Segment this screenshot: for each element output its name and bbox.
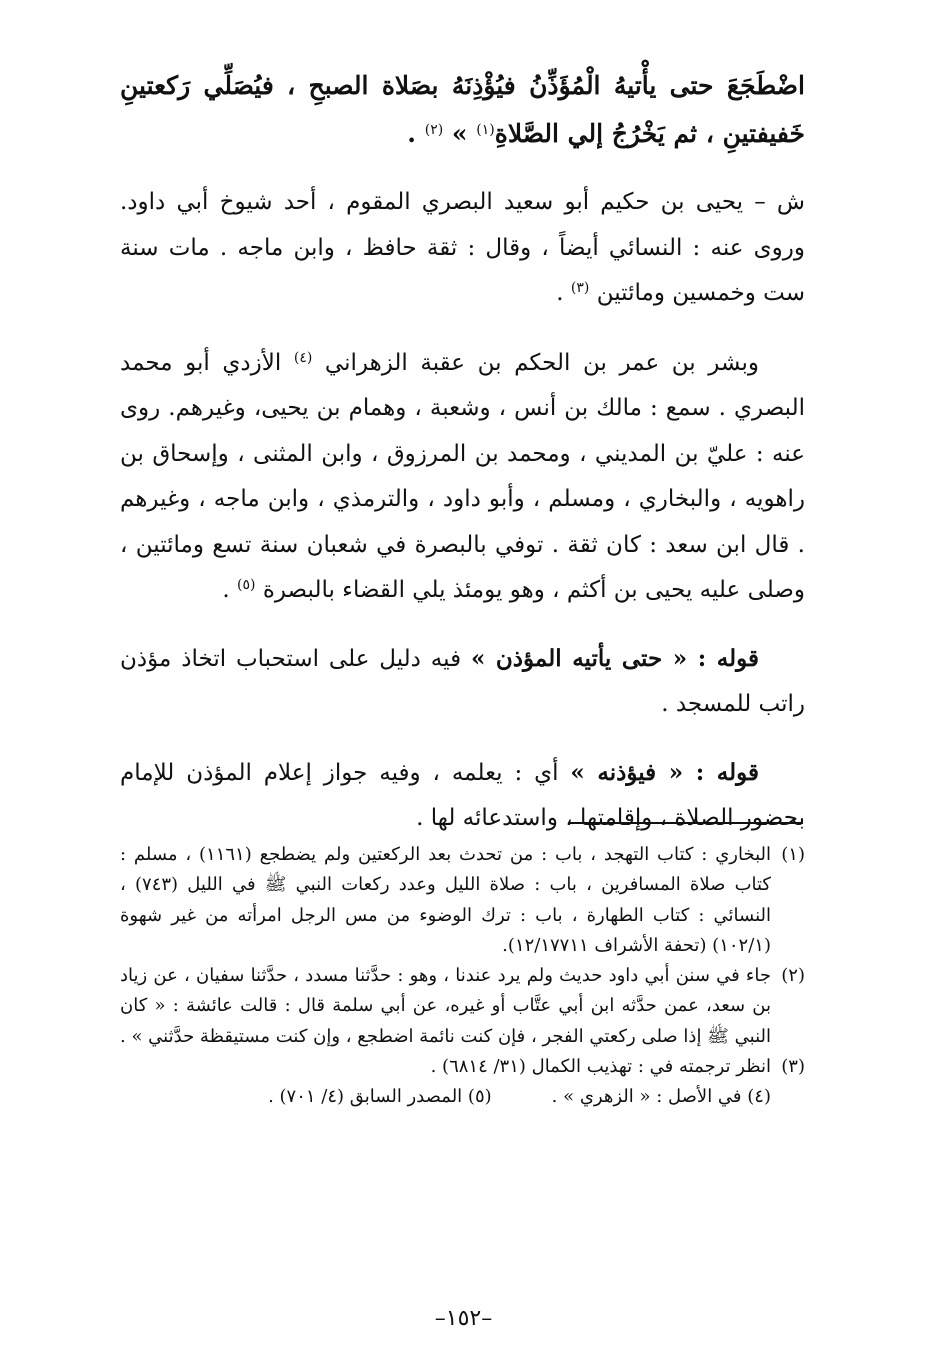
bishr-text-b: الأزدي أبو محمد البصري . سمع : مالك بن أنس ، وشعبة ، وهمام بن يحيى، وغيرهم. روى عنه : عليّ بن المديني ، ومحمد بن المرزوق ، وابن المثنى ، وإسحاق بن راهويه ، والبخاري ، ومسلم ، وأبو داود ، والترمذي ، وابن ماجه ، وغيرهم . قال ابن سعد : كان ثقة . توفي بالبصرة في شعبان سنة تسع ومائتين ، وصلى عليه يحيى بن أكثم ، وهو يومئذ يلي القضاء بالبصرة (120, 349, 805, 603)
commentary-paragraph-2 (120, 750, 805, 842)
footnote-text-4: في الأصل : « الزهري » . (551, 1086, 742, 1108)
hadith-text: اضْطَجَعَ حتى يأْتيهُ الْمُؤَذِّنُ فيُؤْذِنَهُ بصَلاة الصبحِ ، فيُصَلِّي رَكعتينِ خَفيفتينِ ، ثم يَخْرُجُ إلي الصَّلاةِ (120, 71, 805, 148)
hadith-close-quote: » (451, 119, 468, 148)
hadith-period: . (407, 119, 416, 148)
footnote-ref-4: (٤) (293, 349, 313, 366)
commentary-label-1: قوله : « حتى يأتيه المؤذن » (470, 644, 759, 672)
footnotes-4-5 (120, 1082, 805, 1112)
footnote-ref-3: (٣) (570, 280, 590, 296)
bishr-period: . (222, 577, 230, 603)
footnote-text-2: جاء في سنن أبي داود حديث ولم يرد عندنا ، وهو : حدَّثنا مسدد ، حدَّثنا سفيان ، عن زياد بن سعد، عمن حدَّثه ابن أبي عتَّاب أو غيره، عن أبي سلمة قال : قالت عائشة : « كان النبي ﷺ إذا صلى ركعتي الفجر ، فإن كنت نائمة اضطجع ، وإن كنت مستيقظة حدَّثني » . (120, 965, 771, 1047)
footnote-number-5: (٥) (467, 1086, 492, 1108)
main-text (120, 62, 805, 842)
commentary-label-2: قوله : « فيؤذنه » (570, 758, 760, 786)
page-number: –١٥٢– (434, 1306, 493, 1331)
footnote-2 (120, 961, 805, 1052)
yahya-period: . (556, 280, 564, 306)
footnote-text-3: انظر ترجمته في : تهذيب الكمال (٣١/ ٦٨١٤) . (430, 1056, 771, 1078)
yahya-text: ش – يحيى بن حكيم أبو سعيد البصري المقوم ، أحد شيوخ أبي داود. وروى عنه : النسائي أيضاً ، وقال : ثقة حافظ ، وابن ماجه . مات سنة ست وخمسين ومائتين (120, 189, 805, 306)
footnote-text-5: المصدر السابق (٤/ ٧٠١) . (268, 1086, 463, 1108)
bishr-text-a: وبشر بن عمر بن الحكم بن عقبة الزهراني (324, 349, 759, 376)
footnote-ref-1: (١) (476, 122, 495, 138)
footnote-number-2: (٢) (781, 965, 805, 987)
footnote-number-4: (٤) (747, 1086, 771, 1108)
footnote-ref-5: (٥) (237, 577, 256, 593)
footnote-number-1: (١) (781, 844, 805, 865)
footnote-number-3: (٣) (781, 1056, 805, 1078)
footnote-5 (268, 1082, 492, 1112)
footnote-divider (569, 822, 803, 824)
footnote-ref-2: (٢) (424, 122, 444, 138)
footnote-3 (120, 1052, 805, 1082)
commentary-paragraph-1 (120, 636, 805, 728)
footnote-text-1: البخاري : كتاب التهجد ، باب : من تحدث بعد الركعتين ولم يضطجع (١١٦١) ، مسلم : كتاب صلاة المسافرين ، باب : صلاة الليل وعدد ركعات النبي ﷺ في الليل (٧٤٣) ، النسائي : كتاب الطهارة ، باب : ترك الوضوء من مس الرجل امرأته من غير شهوة (١٠٢/١) (تحفة الأشراف ١٢/١٧٧١١). (120, 844, 772, 956)
footnote-1 (120, 840, 805, 961)
footnote-4 (552, 1082, 771, 1112)
footnotes (120, 840, 805, 1113)
commentary-text-1: فيه دليل على استحباب اتخاذ مؤذن راتب للمسجد . (120, 645, 805, 717)
narrator-paragraph-bishr (120, 341, 805, 614)
narrator-paragraph-yahya (120, 180, 805, 317)
hadith-paragraph (120, 62, 805, 158)
commentary-text-2: أي : يعلمه ، وفيه جواز إعلام المؤذن للإمام بحضور الصلاة ، وإقامتها ، واستدعائه لها . (120, 759, 805, 831)
